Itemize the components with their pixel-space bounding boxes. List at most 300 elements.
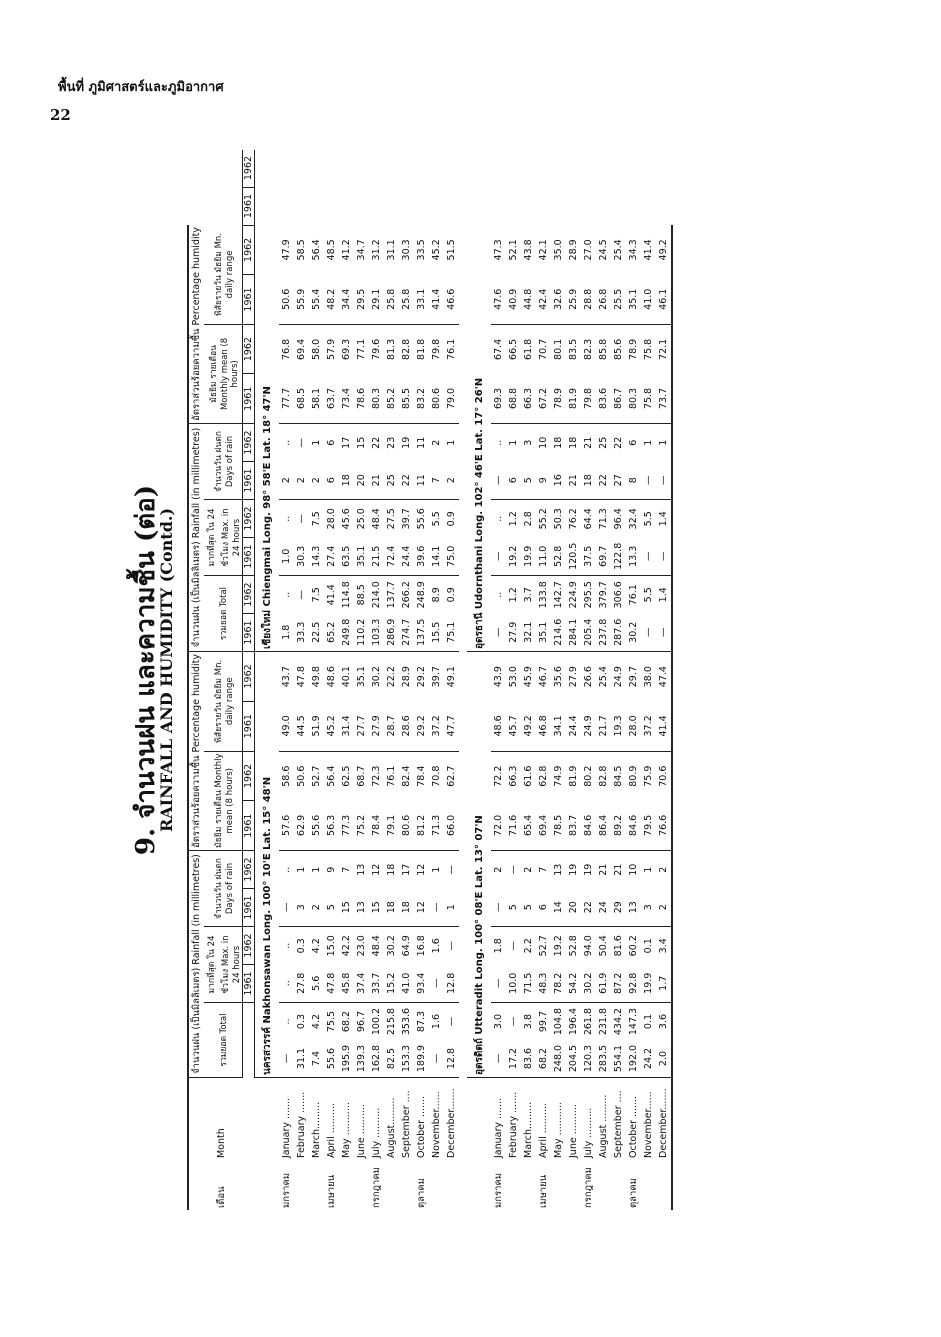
table-cell: 34.4 <box>339 275 354 325</box>
table-cell: 3.7 <box>523 587 534 603</box>
table-cell: — <box>491 1040 506 1078</box>
table-cell: 78.4 <box>416 765 427 787</box>
table-cell: 6 <box>628 439 639 446</box>
table-cell: 79.8 <box>431 338 442 360</box>
table-cell: 52.7 <box>538 935 549 957</box>
table-cell: 137.5 <box>414 614 429 652</box>
table-cell: 48.5 <box>326 239 337 261</box>
year-header: 1961 <box>243 187 255 225</box>
year-header: 1961 <box>243 538 255 576</box>
table-cell: 4.2 <box>311 938 322 954</box>
table-cell: 1 <box>311 439 322 446</box>
table-cell: 110.2 <box>354 614 369 652</box>
table-cell: 99.7 <box>538 1010 549 1033</box>
table-cell: 65.2 <box>324 614 339 652</box>
table-cell: 46.8 <box>536 701 551 751</box>
table-cell: 22 <box>596 462 611 500</box>
table-cell: 6 <box>326 439 337 446</box>
table-cell: — <box>491 889 506 927</box>
table-cell: 50.4 <box>598 935 609 957</box>
month-thai <box>294 1160 309 1210</box>
table-cell: 96.4 <box>613 508 624 530</box>
table-cell: 42.1 <box>538 239 549 261</box>
table-cell: 353.6 <box>401 1007 412 1036</box>
month-label: October ....... <box>416 1095 427 1158</box>
table-cell: — <box>296 438 307 448</box>
month-label: June .......... <box>568 1104 579 1158</box>
table-cell: 18 <box>386 863 397 876</box>
table-cell: 28.7 <box>384 701 399 751</box>
year-header: 1962 <box>243 576 255 614</box>
month-thai: มกราคม <box>493 1172 504 1208</box>
table-cell: 15.2 <box>384 965 399 1003</box>
station-label: เชียงใหม่ Chiengmai Long. 98° 58'E Lat. 18° 47'N <box>255 225 280 651</box>
table-cell: 554.1 <box>611 1040 626 1078</box>
year-header: 1961 <box>243 701 255 751</box>
table-cell: 3 <box>294 889 309 927</box>
table-cell: 50.6 <box>279 275 294 325</box>
table-cell: 27.9 <box>506 614 521 652</box>
table-cell: 5.5 <box>431 511 442 527</box>
table-cell: 1.4 <box>656 576 672 614</box>
table-cell: 37.4 <box>354 965 369 1003</box>
subheader-total: รวมยอด Total <box>204 1003 243 1078</box>
table-cell: 66.3 <box>521 374 536 424</box>
table-cell: 0.1 <box>643 1013 654 1030</box>
table-cell: 28.8 <box>581 275 596 325</box>
table-cell: 72.1 <box>656 324 672 374</box>
table-cell: 47.3 <box>493 239 504 261</box>
table-cell: 75.5 <box>326 1010 337 1033</box>
table-cell: 12 <box>371 863 382 876</box>
table-cell: 1.7 <box>656 965 672 1003</box>
table-cell: 51.5 <box>446 239 457 261</box>
table-cell: 18 <box>553 436 564 449</box>
table-cell: — <box>508 1016 519 1027</box>
table-cell: 12.8 <box>444 965 459 1003</box>
table-cell: 18 <box>339 462 354 500</box>
table-cell: 68.2 <box>536 1040 551 1078</box>
table-cell: 61.8 <box>523 338 534 360</box>
table-cell: .. <box>493 439 504 446</box>
table-cell: 147.3 <box>628 1007 639 1036</box>
year-header-spacer <box>243 1003 255 1041</box>
table-row <box>339 150 354 1210</box>
table-cell: 8 <box>626 462 641 500</box>
table-cell: 76.1 <box>386 765 397 787</box>
table-cell: 21.7 <box>596 701 611 751</box>
table-row <box>491 150 506 1210</box>
table-cell: 73.7 <box>656 374 672 424</box>
table-cell: 84.6 <box>581 801 596 851</box>
month-thai: มกราคม <box>281 1172 292 1208</box>
station-label: นครสวรรค์ Nakhonsawan Long. 100° 10'E Lat. 15° 48'N <box>255 652 280 1078</box>
table-title-thai: 9. จำนวนฝน และความชื้น (ต่อ) <box>131 484 161 856</box>
table-cell: 24.4 <box>399 538 414 576</box>
table-cell: 21.5 <box>369 538 384 576</box>
month-thai <box>506 1160 521 1210</box>
table-cell: 82.4 <box>401 765 412 787</box>
table-cell: — <box>296 514 307 524</box>
table-cell: 75.9 <box>643 765 654 787</box>
table-cell: 72.3 <box>371 765 382 787</box>
table-cell: 80.3 <box>369 374 384 424</box>
station-spacer <box>255 1078 280 1211</box>
table-cell: 16.8 <box>416 935 427 957</box>
table-cell: 133.8 <box>538 581 549 609</box>
table-cell: 32.6 <box>551 275 566 325</box>
year-header: 1962 <box>243 424 255 462</box>
table-cell: 81.9 <box>566 374 581 424</box>
table-cell: 55.2 <box>538 508 549 530</box>
table-cell: 46.6 <box>444 275 459 325</box>
table-cell: .. <box>279 965 294 1003</box>
table-cell: 64.9 <box>401 935 412 957</box>
table-cell: 61.6 <box>523 765 534 787</box>
table-cell: — <box>656 462 672 500</box>
table-cell: 1 <box>431 866 442 873</box>
table-cell: 2 <box>431 439 442 446</box>
table-cell: 47.6 <box>491 275 506 325</box>
table-cell: 2.0 <box>656 1040 672 1078</box>
table-cell: 22 <box>581 889 596 927</box>
table-cell: 20 <box>566 889 581 927</box>
table-cell: 8.9 <box>431 587 442 603</box>
table-cell: 22 <box>399 462 414 500</box>
table-cell: 20 <box>354 462 369 500</box>
subheader-total: รวมยอด Total <box>204 576 243 652</box>
table-cell: 39.7 <box>401 508 412 530</box>
table-cell: .. <box>281 866 292 873</box>
table-cell: 5 <box>521 889 536 927</box>
month-thai <box>521 1160 536 1210</box>
station-label: อุดรธานี Udornthani Long. 102° 46'E Lat. 17° 26'N <box>467 225 491 651</box>
table-cell: 45.2 <box>431 239 442 261</box>
table-cell: 21 <box>369 462 384 500</box>
month-thai <box>641 1160 656 1210</box>
table-cell: 34.3 <box>628 239 639 261</box>
table-cell: 48.6 <box>326 666 337 688</box>
table-cell: 1.8 <box>493 938 504 954</box>
table-row <box>581 150 596 1210</box>
month-thai <box>339 1160 354 1210</box>
table-cell: 75.8 <box>641 374 656 424</box>
table-cell: 22 <box>371 436 382 449</box>
month-label: February ....... <box>296 1091 307 1158</box>
table-cell: 103.3 <box>369 614 384 652</box>
month-thai: เมษายน <box>326 1174 337 1208</box>
table-cell: 81.2 <box>414 801 429 851</box>
month-thai <box>611 1160 626 1210</box>
table-cell: 1.0 <box>279 538 294 576</box>
table-cell: 28.6 <box>399 701 414 751</box>
table-cell: 76.1 <box>628 584 639 606</box>
table-cell: 25.0 <box>356 508 367 530</box>
table-row <box>656 150 672 1210</box>
table-cell: 15 <box>339 889 354 927</box>
table-cell: 104.8 <box>553 1007 564 1036</box>
table-cell: 55.6 <box>324 1040 339 1078</box>
table-cell: 40.9 <box>506 275 521 325</box>
table-cell: 15 <box>356 436 367 449</box>
table-cell: — <box>641 614 656 652</box>
table-cell: 71.6 <box>506 801 521 851</box>
table-cell: 58.5 <box>296 239 307 261</box>
table-cell: 18 <box>384 889 399 927</box>
table-cell: 38.0 <box>643 666 654 688</box>
table-cell: 19.2 <box>553 935 564 957</box>
table-cell: 69.4 <box>296 338 307 360</box>
table-cell: 78.9 <box>628 338 639 360</box>
table-cell: 29.7 <box>628 666 639 688</box>
month-thai: กรกฎาคม <box>371 1167 382 1208</box>
table-cell: 85.5 <box>399 374 414 424</box>
table-cell: 47.9 <box>281 239 292 261</box>
table-cell: 69.3 <box>341 338 352 360</box>
table-cell: 28.9 <box>401 666 412 688</box>
table-cell: 30.2 <box>371 666 382 688</box>
table-cell: 231.8 <box>598 1007 609 1036</box>
table-cell: 27 <box>611 462 626 500</box>
table-cell: 27.9 <box>369 701 384 751</box>
table-cell: 19.3 <box>611 701 626 751</box>
table-cell: 13 <box>356 863 367 876</box>
table-cell: 30.3 <box>401 239 412 261</box>
month-label: April .......... <box>326 1103 337 1158</box>
table-cell: 1.4 <box>656 500 672 538</box>
year-header: 1962 <box>243 225 255 275</box>
table-cell: 66.0 <box>444 801 459 851</box>
table-cell: 26.6 <box>583 666 594 688</box>
table-cell: 25 <box>384 462 399 500</box>
table-cell: 1 <box>656 424 672 462</box>
table-cell: 48.4 <box>371 508 382 530</box>
table-cell: 77.1 <box>356 338 367 360</box>
table-cell: 249.8 <box>339 614 354 652</box>
table-cell: .. <box>281 591 292 598</box>
table-row <box>506 150 521 1210</box>
table-title-english: RAINFALL AND HUMIDITY (Contd.) <box>157 507 176 833</box>
table-cell: 1 <box>508 439 519 446</box>
table-cell: 83.6 <box>596 374 611 424</box>
month-thai: ตุลาคม <box>416 1178 427 1208</box>
table-cell: 2 <box>493 866 504 873</box>
table-cell: 44.8 <box>521 275 536 325</box>
table-cell: 286.9 <box>384 614 399 652</box>
month-thai <box>444 1160 459 1210</box>
table-cell: 48.4 <box>371 935 382 957</box>
year-header: 1962 <box>243 652 255 702</box>
table-cell: 75.2 <box>354 801 369 851</box>
table-cell: 35.1 <box>354 538 369 576</box>
table-cell: 41.0 <box>399 965 414 1003</box>
station-label: อุตรดิตถ์ Utteradit Long. 100° 08'E Lat. 13° 07'N <box>467 652 491 1078</box>
table-cell: 34.7 <box>356 239 367 261</box>
table-cell: 2.8 <box>523 511 534 527</box>
year-header: 1962 <box>243 500 255 538</box>
table-row <box>414 150 429 1210</box>
table-cell: 7.5 <box>311 511 322 527</box>
table-cell: 48.2 <box>324 275 339 325</box>
table-row <box>294 150 309 1210</box>
table-cell: 287.6 <box>611 614 626 652</box>
table-cell: — <box>656 538 672 576</box>
table-cell: 94.0 <box>583 935 594 957</box>
table-cell: 2 <box>444 462 459 500</box>
table-cell: 24.4 <box>566 701 581 751</box>
table-cell: 1 <box>643 439 654 446</box>
table-cell: 31.2 <box>371 239 382 261</box>
rainfall-group-header-2: จำนวนฝน (เป็นมิลลิเมตร) Rainfall (in millimetres) <box>188 424 204 652</box>
table-cell: 69.3 <box>491 374 506 424</box>
table-cell: 248.9 <box>416 581 427 609</box>
table-cell: 80.1 <box>553 338 564 360</box>
table-cell: 18 <box>568 436 579 449</box>
table-cell: 24 <box>596 889 611 927</box>
table-cell: 86.4 <box>596 801 611 851</box>
table-cell: 7 <box>538 866 549 873</box>
table-cell: 52.7 <box>311 765 322 787</box>
table-cell: 295.5 <box>583 581 594 609</box>
table-cell: 34.1 <box>551 701 566 751</box>
table-cell: 79.6 <box>371 338 382 360</box>
table-row <box>596 150 611 1210</box>
table-cell: 19.9 <box>521 538 536 576</box>
table-cell: 35.0 <box>553 239 564 261</box>
table-cell: 58.6 <box>281 765 292 787</box>
table-cell: 29.2 <box>416 666 427 688</box>
month-thai <box>399 1160 414 1210</box>
table-cell: 13 <box>553 863 564 876</box>
table-cell: 92.8 <box>626 965 641 1003</box>
table-cell: 1 <box>296 866 307 873</box>
table-cell: 46.7 <box>538 666 549 688</box>
table-cell: 32.4 <box>628 508 639 530</box>
subheader-monthly-mean: มัธยิม รายเดือน Monthly mean (8 hours) <box>204 751 243 850</box>
table-cell: 3.4 <box>656 927 672 965</box>
table-row <box>641 150 656 1210</box>
table-cell: 85.6 <box>613 338 624 360</box>
table-cell: — <box>279 889 294 927</box>
table-cell: 45.6 <box>341 508 352 530</box>
month-thai <box>309 1160 324 1210</box>
table-cell: 50.3 <box>553 508 564 530</box>
table-cell: 45.7 <box>506 701 521 751</box>
table-cell: 63.7 <box>324 374 339 424</box>
table-cell: 17 <box>341 436 352 449</box>
table-cell: 45.9 <box>523 666 534 688</box>
table-cell: 27.7 <box>354 701 369 751</box>
month-thai: ตุลาคม <box>628 1178 639 1208</box>
table-cell: 22 <box>613 436 624 449</box>
table-cell: 41.4 <box>429 275 444 325</box>
table-cell: 63.5 <box>339 538 354 576</box>
month-thai: เมษายน <box>538 1174 549 1208</box>
table-cell: 49.2 <box>656 225 672 275</box>
table-cell: 3.0 <box>493 1013 504 1030</box>
table-cell: 71.3 <box>598 508 609 530</box>
table-cell: 24.2 <box>641 1040 656 1078</box>
month-label: July .......... <box>583 1107 594 1158</box>
table-cell: 37.2 <box>429 701 444 751</box>
subheader-monthly-mean: มัธยิม รายเดือน Monthly mean (8 hours) <box>204 324 243 423</box>
table-cell: 23 <box>386 436 397 449</box>
table-cell: 58.0 <box>311 338 322 360</box>
table-cell: 35.6 <box>553 666 564 688</box>
table-cell: 74.9 <box>553 765 564 787</box>
month-label: August ......... <box>598 1094 609 1158</box>
table-cell: 81.8 <box>416 338 427 360</box>
table-cell: 6 <box>536 889 551 927</box>
table-cell: 66.5 <box>508 338 519 360</box>
table-cell: 76.2 <box>568 508 579 530</box>
table-cell: 0.9 <box>446 511 457 527</box>
month-label: August......... <box>386 1097 397 1158</box>
table-cell: 162.8 <box>369 1040 384 1078</box>
rainfall-group-header: จำนวนฝน (เป็นมิลลิเมตร) Rainfall (in millimetres) <box>188 851 204 1078</box>
month-thai <box>656 1160 672 1210</box>
table-cell: 78.9 <box>551 374 566 424</box>
table-cell: 10 <box>628 863 639 876</box>
table-cell: 12.8 <box>444 1040 459 1078</box>
table-cell: — <box>429 889 444 927</box>
table-cell: 1.8 <box>279 614 294 652</box>
table-cell: 93.4 <box>414 965 429 1003</box>
month-label: February ....... <box>508 1091 519 1158</box>
table-cell: — <box>641 462 656 500</box>
table-cell: — <box>429 965 444 1003</box>
year-header: 1961 <box>243 462 255 500</box>
table-cell: 1.6 <box>431 1013 442 1030</box>
table-row <box>324 150 339 1210</box>
table-cell: 1.2 <box>508 587 519 603</box>
table-cell: 13.3 <box>626 538 641 576</box>
table-cell: 33.7 <box>369 965 384 1003</box>
table-cell: 192.0 <box>626 1040 641 1078</box>
table-cell: 120.5 <box>566 538 581 576</box>
table-row <box>354 150 369 1210</box>
table-cell: 65.4 <box>521 801 536 851</box>
table-cell: 43.8 <box>523 239 534 261</box>
table-cell: 29.5 <box>354 275 369 325</box>
table-cell: 114.8 <box>341 581 352 609</box>
rotated-table-page <box>125 130 915 1210</box>
table-cell: 73.4 <box>339 374 354 424</box>
month-thai <box>354 1160 369 1210</box>
table-cell: 27.8 <box>294 965 309 1003</box>
month-thai: กรกฎาคม <box>583 1167 594 1208</box>
table-cell: 23.0 <box>356 935 367 957</box>
year-header: 1961 <box>243 275 255 325</box>
table-cell: 41.0 <box>641 275 656 325</box>
table-cell: 11.0 <box>536 538 551 576</box>
table-cell: 15 <box>369 889 384 927</box>
table-cell: 79.0 <box>444 374 459 424</box>
table-cell: 80.6 <box>399 801 414 851</box>
table-cell: 32.1 <box>521 614 536 652</box>
table-cell: — <box>429 1040 444 1078</box>
table-cell: 24.9 <box>581 701 596 751</box>
table-cell: 205.4 <box>581 614 596 652</box>
table-cell: 56.4 <box>326 765 337 787</box>
table-cell: 196.4 <box>568 1007 579 1036</box>
table-cell: 83.6 <box>521 1040 536 1078</box>
table-cell: 35.1 <box>626 275 641 325</box>
table-cell: 39.7 <box>431 666 442 688</box>
table-cell: 83.5 <box>568 338 579 360</box>
table-cell: 33.3 <box>294 614 309 652</box>
month-label: November...... <box>643 1091 654 1158</box>
